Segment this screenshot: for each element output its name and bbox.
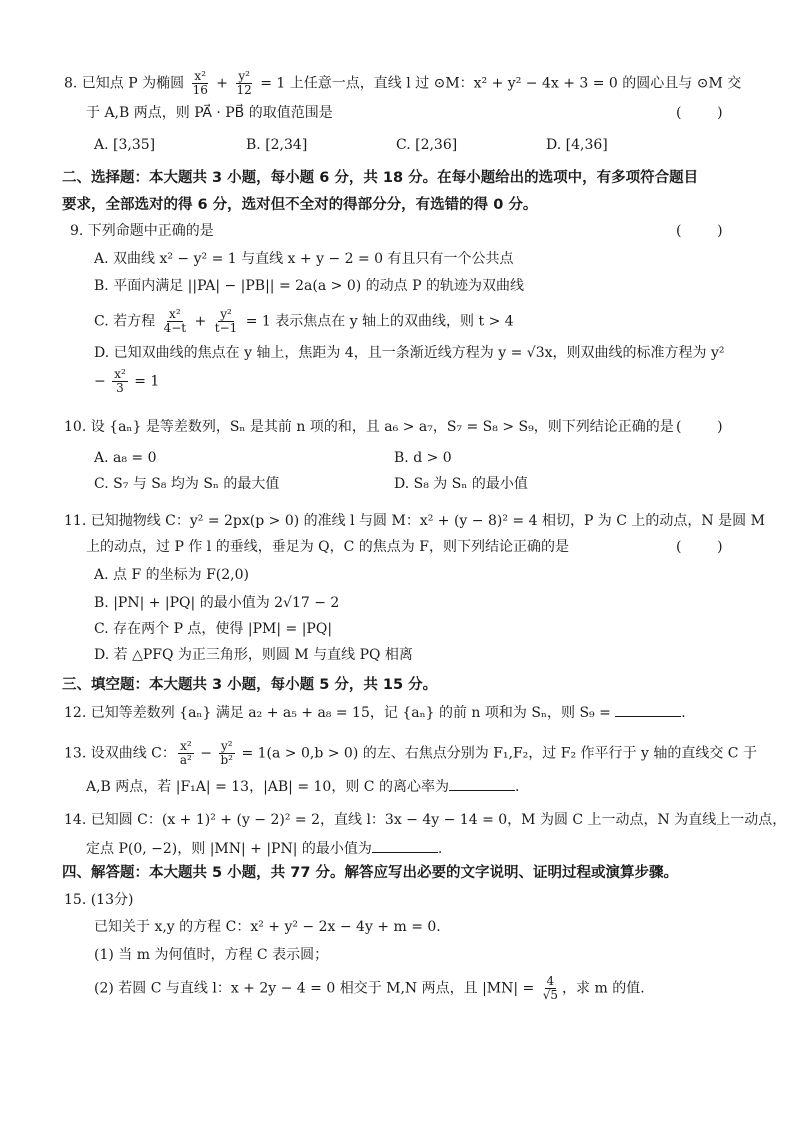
fraction xyxy=(178,740,194,767)
numerator: y² xyxy=(220,739,233,753)
denominator: a² xyxy=(179,753,192,767)
question-11-line-1 xyxy=(64,511,765,531)
text-segment: = 1(a > 0,b > 0) 的左、右焦点分别为 F₁,F₂，过 F₂ 作平行于 y 轴的直线交 C 于 xyxy=(237,745,757,762)
fraction xyxy=(112,368,128,395)
question-8-line-1 xyxy=(64,70,741,97)
answer-bracket: ( ) xyxy=(676,105,723,121)
answer-bracket: ( ) xyxy=(676,539,723,555)
option-8c xyxy=(396,135,457,155)
text-segment: = 1 xyxy=(129,373,160,390)
text-segment: C. 存在两个 P 点，使得 |PM| = |PQ| xyxy=(94,621,333,637)
text-segment: 于 A,B 两点，则 PA⃗ · PB⃗ 的取值范围是 xyxy=(86,105,333,121)
text-segment: C. [2,36] xyxy=(396,137,458,153)
text-segment: . xyxy=(437,841,443,857)
text-segment: + xyxy=(190,313,211,330)
option-8a xyxy=(94,135,155,155)
question-15-part-1 xyxy=(94,945,328,965)
section-2-heading xyxy=(62,168,698,188)
answer-blank xyxy=(449,776,515,791)
text-segment: B. 平面内满足 ||PA| − |PB|| = 2a(a > 0) 的动点 P 的轨迹为双曲线 xyxy=(94,278,524,294)
text-segment: ，求 m 的值. xyxy=(562,980,645,997)
text-segment: D. [4,36] xyxy=(546,137,608,153)
text-segment: C. S₇ 与 S₈ 均为 Sₙ 的最大值 xyxy=(94,476,280,492)
fraction xyxy=(162,308,189,335)
denominator: 12 xyxy=(236,83,252,97)
denominator: 4−t xyxy=(163,321,187,335)
text-segment: 15. (13分) xyxy=(64,892,134,908)
option-11c xyxy=(94,619,332,639)
option-8b xyxy=(246,135,307,155)
denominator: √5 xyxy=(542,988,559,1002)
section-4-heading xyxy=(62,863,678,883)
text-segment: − xyxy=(195,745,217,762)
question-11-line-2 xyxy=(86,537,569,557)
text-segment: 三、填空题：本大题共 3 小题，每小题 5 分，共 15 分。 xyxy=(62,677,438,693)
question-9 xyxy=(70,221,214,241)
question-14-line-1 xyxy=(64,810,786,830)
text-segment: 10. 设 {aₙ} 是等差数列，Sₙ 是其前 n 项的和，且 a₆ > a₇，S₇ = S₈ > S₉，则下列结论正确的是 xyxy=(64,419,674,435)
text-segment: 14. 已知圆 C：(x + 1)² + (y − 2)² = 2，直线 l：3x − 4y − 14 = 0，M 为圆 C 上一动点，N 为直线上一动点， xyxy=(64,812,787,828)
option-10b xyxy=(394,448,452,468)
section-2-heading-cont xyxy=(62,195,537,215)
text-segment: . xyxy=(514,779,520,795)
numerator: 4 xyxy=(546,974,555,988)
option-11d xyxy=(94,645,413,665)
text-segment: = 1 上任意一点，直线 l 过 ⊙M：x² + y² − 4x + 3 = 0 的圆心且与 ⊙M 交 xyxy=(255,75,742,92)
option-9a xyxy=(94,249,514,269)
option-10c xyxy=(94,474,279,494)
fraction xyxy=(213,308,240,335)
numerator: x² xyxy=(114,367,126,381)
text-segment: C. 若方程 xyxy=(94,313,160,330)
numerator: y² xyxy=(238,69,250,83)
text-segment: 要求，全部选对的得 6 分，选对但不全对的得部分分，有选错的得 0 分。 xyxy=(62,197,538,213)
text-segment: D. 已知双曲线的焦点在 y 轴上，焦距为 4，且一条渐近线方程为 y = √3x，则双曲线的标准方程为 y² xyxy=(94,345,725,361)
fraction xyxy=(541,975,560,1002)
answer-blank xyxy=(615,702,681,717)
denominator: b² xyxy=(220,753,233,767)
question-15-part-2 xyxy=(94,975,645,1002)
text-segment: A,B 两点，若 |F₁A| = 13，|AB| = 10，则 C 的离心率为 xyxy=(86,779,449,795)
option-9d-cont xyxy=(94,368,159,395)
option-11b xyxy=(94,593,339,613)
option-10a xyxy=(94,448,157,468)
text-segment: 二、选择题：本大题共 3 小题，每小题 6 分，共 18 分。在每小题给出的选项中，有多项符合题目 xyxy=(62,170,699,186)
question-8-line-2 xyxy=(86,103,333,123)
numerator: y² xyxy=(220,307,232,321)
fraction xyxy=(235,70,254,97)
option-9d xyxy=(94,343,724,363)
text-segment: . xyxy=(681,705,686,721)
question-13-line-1 xyxy=(64,740,757,767)
text-segment: B. d > 0 xyxy=(394,450,452,466)
question-15 xyxy=(64,890,133,910)
fraction xyxy=(219,740,236,767)
question-13-line-2 xyxy=(86,776,519,797)
text-segment: 13. 设双曲线 C： xyxy=(64,745,176,762)
denominator: t−1 xyxy=(214,321,238,335)
text-segment: 上的动点，过 P 作 l 的垂线，垂足为 Q，C 的焦点为 F，则下列结论正确的是 xyxy=(86,539,569,555)
option-9b xyxy=(94,276,524,296)
answer-blank xyxy=(372,838,438,853)
text-segment: 12. 已知等差数列 {aₙ} 满足 a₂ + a₅ + a₈ = 15，记 {aₙ} 的前 n 项和为 Sₙ，则 S₉ = xyxy=(64,705,616,721)
denominator: 16 xyxy=(192,83,208,97)
text-segment: B. [2,34] xyxy=(246,137,308,153)
text-segment: 9. 下列命题中正确的是 xyxy=(70,223,214,239)
question-10 xyxy=(64,417,674,437)
text-segment: B. |PN| + |PQ| 的最小值为 2√17 − 2 xyxy=(94,595,340,611)
denominator: 3 xyxy=(116,381,124,395)
numerator: x² xyxy=(169,307,181,321)
fraction xyxy=(191,70,210,97)
text-segment: A. a₈ = 0 xyxy=(94,450,157,466)
question-14-line-2 xyxy=(86,838,442,859)
question-12 xyxy=(64,702,686,723)
text-segment: A. 点 F 的坐标为 F(2,0) xyxy=(94,567,249,583)
text-segment: 四、解答题：本大题共 5 小题，共 77 分。解答应写出必要的文字说明、证明过程或演算步骤。 xyxy=(62,865,678,881)
option-9c xyxy=(94,308,514,335)
text-segment: 已知关于 x,y 的方程 C：x² + y² − 2x − 4y + m = 0. xyxy=(94,919,441,935)
text-segment: (2) 若圆 C 与直线 l：x + 2y − 4 = 0 相交于 M,N 两点，且 |MN| = xyxy=(94,980,539,997)
text-segment: − xyxy=(94,373,111,390)
text-segment: + xyxy=(211,75,233,92)
numerator: x² xyxy=(180,739,192,753)
text-segment: A. 双曲线 x² − y² = 1 与直线 x + y − 2 = 0 有且只有一个公共点 xyxy=(94,251,514,267)
section-3-heading xyxy=(62,675,437,695)
question-15-stem xyxy=(94,917,441,937)
text-segment: A. [3,35] xyxy=(94,137,156,153)
numerator: x² xyxy=(194,69,206,83)
text-segment: D. S₈ 为 Sₙ 的最小值 xyxy=(394,476,528,492)
option-11a xyxy=(94,565,249,585)
text-segment: 11. 已知抛物线 C：y² = 2px(p > 0) 的准线 l 与圆 M：x² + (y − 8)² = 4 相切，P 为 C 上的动点，N 是圆 M xyxy=(64,513,765,529)
text-segment: (1) 当 m 为何值时，方程 C 表示圆； xyxy=(94,947,329,963)
answer-bracket: ( ) xyxy=(676,419,723,435)
answer-bracket: ( ) xyxy=(676,223,723,239)
option-8d xyxy=(546,135,608,155)
text-segment: = 1 表示焦点在 y 轴上的双曲线，则 t > 4 xyxy=(241,313,514,330)
text-segment: 定点 P(0, −2)，则 |MN| + |PN| 的最小值为 xyxy=(86,841,372,857)
option-10d xyxy=(394,474,528,494)
text-segment: D. 若 △PFQ 为正三角形，则圆 M 与直线 PQ 相离 xyxy=(94,647,413,663)
text-segment: 8. 已知点 P 为椭圆 xyxy=(64,75,189,92)
